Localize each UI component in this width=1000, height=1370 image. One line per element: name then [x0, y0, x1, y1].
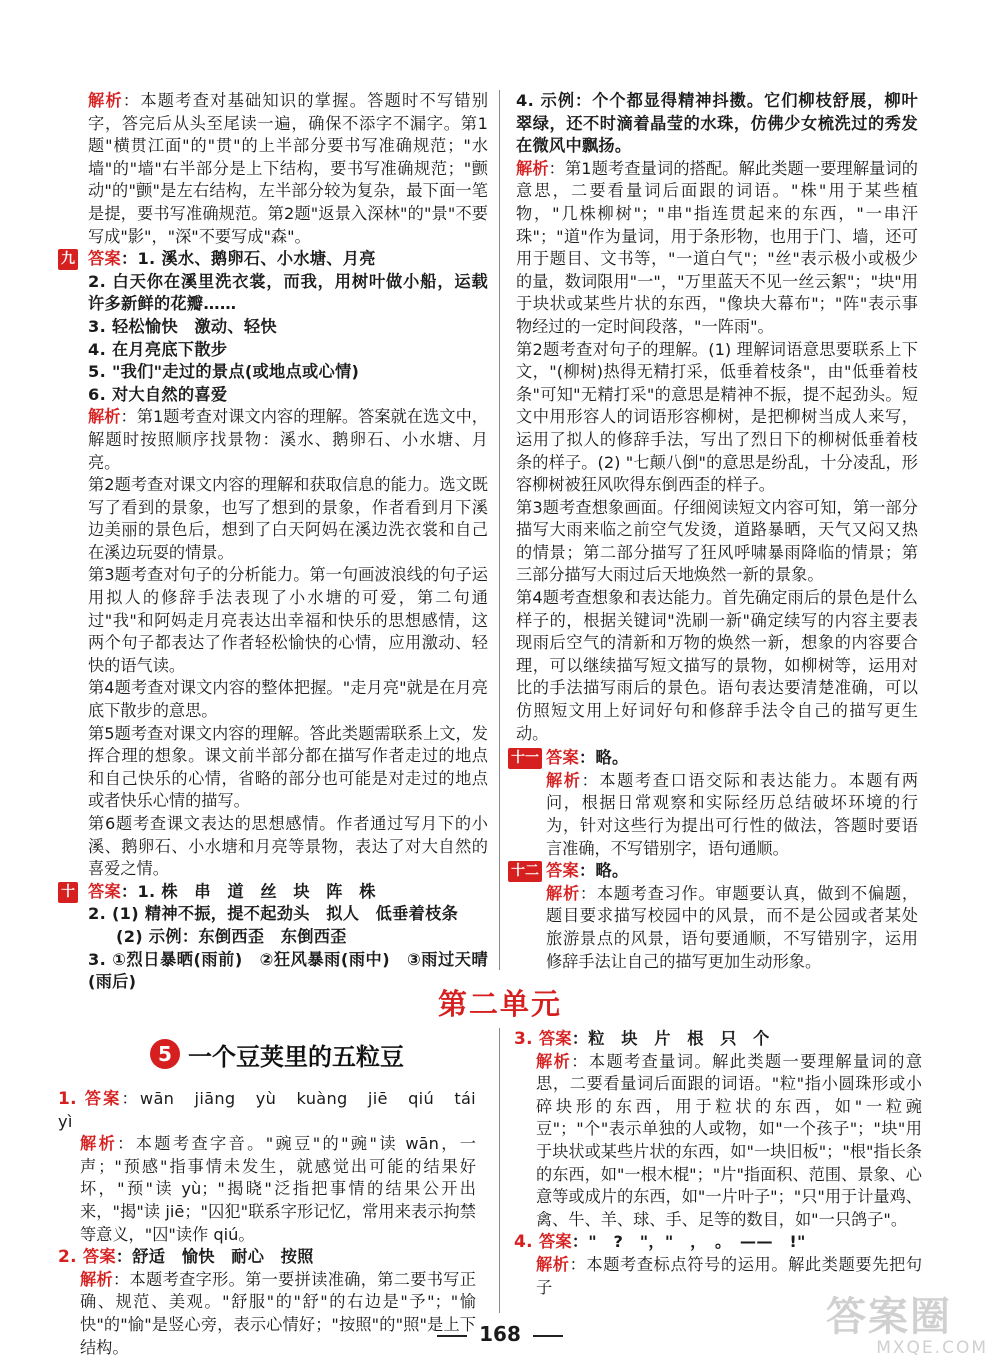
page-number-dash-left — [437, 1335, 467, 1337]
answer-text: ：舒适 愉快 耐心 按照 — [115, 1247, 314, 1267]
analysis-text: ：本题考查习作。审题要认真，做到不偏题，题目要求描写校园中的风景，而不是公园或者某处旅游景点的风景，语句要通顺，不写错别字，运用修辞手法让自己的描写更加生动形象。 — [546, 883, 919, 971]
analysis-label: 解析 — [88, 91, 123, 110]
answer-label: 答案 — [82, 1247, 116, 1267]
analysis-label: 解析 — [516, 158, 549, 178]
page-number-text: 168 — [479, 1322, 521, 1346]
watermark-line-1: 答案圈 — [826, 1294, 952, 1340]
answer-line — [58, 1246, 476, 1269]
answer-text: ：1. 株 串 道 丝 块 阵 株 — [120, 881, 376, 901]
lesson-title: 一个豆荚里的五粒豆 — [188, 1041, 404, 1071]
analysis-block — [514, 1051, 922, 1232]
right-column-top — [511, 90, 919, 973]
analysis-text: 第4题考查想象和表达能力。首先确定雨后的景色是什么样子的，根据关键词"洗刷一新"确定续写的内容主要表现雨后空气的清新和万物的焕然一新，想象的内容要合理，可以继续描写短文描写的景物，如柳树等，运用对比的手法描写雨后的景色。语句表达要清楚准确，可以仿照短文用上好词好句和修辞手法令自己的描写更生动。 — [516, 588, 918, 743]
analysis-block — [88, 406, 488, 474]
answer-text: ：" ? "，" ， 。 —— !" — [571, 1232, 806, 1252]
analysis-label: 解析 — [546, 883, 580, 903]
answer-line — [88, 248, 488, 271]
section-badge-9: 九 — [58, 249, 78, 270]
analysis-block — [516, 158, 918, 339]
answer-text: ：粒 块 片 根 只 个 — [571, 1029, 770, 1048]
answer-line: 2. (1) 精神不振，提不起劲头 拟人 低垂着枝条 — [88, 904, 459, 924]
analysis-text: 第6题考查课文表达的思想感情。作者通过写月下的小溪、鹅卵石、小水塘和月亮等景物，表达了对大自然的喜爱之情。 — [88, 814, 488, 879]
answer-line — [514, 1028, 922, 1051]
answer-line — [516, 747, 918, 770]
answer-line: (2) 示例：东倒西歪 东倒西歪 — [116, 926, 347, 946]
answer-line: 3. 轻松愉快 激动、轻快 — [88, 316, 277, 336]
analysis-text: ：本题考查标点符号的运用。解此类题要先把句子 — [536, 1254, 923, 1297]
answer-line: 5. "我们"走过的景点(或地点或心情) — [88, 362, 360, 382]
answer-line: 3. ①烈日暴晒(雨前) ②狂风暴雨(雨中) ③雨过天晴(雨后) — [88, 949, 488, 992]
analysis-text: 第4题考查对课文内容的整体把握。"走月亮"就是在月亮底下散步的意思。 — [88, 678, 488, 721]
right-column-bottom — [514, 1028, 922, 1299]
analysis-block — [58, 1133, 476, 1246]
question-number: 3. — [514, 1029, 533, 1049]
analysis-text: ：本题考查对基础知识的掌握。答题时不写错别字，答完后从头至尾读一遍，确保不添字不漏字。第1题"横贯江面"的"贯"的上半部分要书写准确规范；"水墙"的"墙"右半部分是上下结构，要书写准确规范；"颤动"的"颤"是左右结构，左半部分较为复杂，最下面一笔是提，要书写准确规范。第2题"返景入深林"的"景"不要写成"影"，"深"不要写成"森"。 — [88, 91, 489, 246]
unit-title: 第二单元 — [437, 987, 562, 1021]
analysis-label: 解析 — [80, 1269, 114, 1289]
analysis-block — [516, 883, 918, 973]
analysis-label: 解析 — [546, 770, 582, 790]
analysis-text: ：本题考查量词。解此类题一要理解量词的意思，二要看量词后面跟的词语。"粒"指小圆珠形或小碎块形的东西，用于粒状的东西，如"一粒豌豆"；"个"表示单独的人或物，如"一个孩子"；"块"用于块状或某些片状的东西，如"一块旧板"；"根"指长条的东西，如"一根木棍"；"片"指面积、范围、景象、心意等或成片的东西，如"一片叶子"；"只"用于计量鸡、禽、牛、羊、球、手、足等的数目，如"一只鸽子"。 — [536, 1051, 923, 1229]
analysis-text: ：第1题考查量词的搭配。解此类题一要理解量词的意思，二要看量词后面跟的词语。"株"用于某些植物，"几株柳树"；"串"指连贯起来的东西，"一串汗珠"；"道"作为量词，用于条形物，也用于门、墙，还可用于题目、文书等，"一道白气"；"丝"表示极小或极少的量，数词限用"一"，"万里蓝天不见一丝云絮"；"块"用于块状或某些片状的东西，"像块大幕布"；"阵"表示事物经过的一定时间段落，"一阵雨"。 — [516, 158, 918, 336]
left-column-top — [61, 90, 489, 994]
analysis-text: 第3题考查想象画面。仔细阅读短文内容可知，第一部分描写大雨来临之前空气发烫，道路暴晒，天气又闷又热的情景；第二部分描写了狂风呼啸暴雨降临的情景；第三部分描写大雨过后天地焕然一新的景象。 — [516, 497, 918, 585]
answer-line — [516, 860, 918, 883]
analysis-text: 第2题考查对课文内容的理解和获取信息的能力。选文既写了看到的景象，也写了想到的景象，作者看到月下溪边美丽的景色后，想到了白天阿妈在溪边洗衣裳和自己在溪边玩耍的情景。 — [88, 475, 488, 562]
question-number: 4. — [514, 1232, 533, 1253]
answer-line: 4. 示例：个个都显得精神抖擞。它们柳枝舒展，柳叶翠绿，还不时滴着晶莹的水珠，仿佛少女梳洗过的秀发在微风中飘扬。 — [516, 91, 918, 156]
section-badge-12: 十二 — [508, 861, 542, 882]
analysis-label: 解析 — [88, 407, 121, 427]
answer-text: ：wān jiāng yù kuàng jiē qiú tái yì — [58, 1089, 493, 1131]
section-badge-10: 十 — [58, 882, 78, 903]
analysis-block — [514, 1254, 922, 1299]
answer-label: 答案 — [88, 881, 121, 901]
answer-section-9 — [61, 248, 488, 881]
answer-line — [514, 1231, 922, 1254]
answer-label: 答案 — [546, 748, 579, 768]
answer-text: ：略。 — [578, 861, 629, 881]
answer-section-10 — [61, 881, 488, 994]
answer-line — [58, 1088, 493, 1133]
question-number: 2. — [58, 1247, 77, 1268]
answer-text: ：略。 — [578, 748, 629, 768]
answer-section-11 — [511, 747, 919, 860]
analysis-text: ：本题考查字形。第一要拼读准确，第二要书写正确、规范、美观。"舒服"的"舒"的右边是"予"；"愉快"的"愉"是竖心旁，表示心情好；"按照"的"照"是上下结构。 — [80, 1269, 477, 1357]
answer-line: 2. 白天你在溪里洗衣裳，而我，用树叶做小船，运载许多新鲜的花瓣…… — [88, 271, 488, 314]
left-column-bottom — [58, 1088, 493, 1359]
analysis-text: 第5题考查对课文内容的理解。答此类题需联系上文，发挥合理的想象。课文前半部分都在描写作者走过的地点和自己快乐的心情，省略的部分也可能是对走过的地点或者快乐心情的描写。 — [88, 723, 488, 811]
analysis-text: ：本题考查字音。"豌豆"的"豌"读 wān，一声；"预感"指事情未发生，就感觉出可能的结果好坏，"预"读 yù；"揭晓"泛指把事情的结果公开出来，"揭"读 jiē；"囚犯"联系字形记忆，常用来表示拘禁等意义，"囚"读作 qiú。 — [80, 1134, 476, 1244]
question-number: 1. — [58, 1089, 77, 1109]
watermark-logo — [826, 1296, 994, 1364]
answer-label: 答案 — [538, 1029, 572, 1048]
column-divider-top — [499, 90, 500, 970]
analysis-label: 解析 — [80, 1134, 118, 1154]
answer-label: 答案 — [88, 249, 121, 269]
answer-line: 6. 对大自然的喜爱 — [88, 384, 228, 404]
analysis-label: 解析 — [536, 1051, 572, 1071]
answer-label: 答案 — [546, 861, 579, 881]
watermark-line-2: MXQE.COM — [876, 1338, 988, 1358]
column-divider-bottom — [499, 1028, 500, 1313]
page-number-dash-right — [533, 1335, 563, 1337]
analysis-text: 第2题考查对句子的理解。(1) 理解词语意思要联系上下文，"(柳树)热得无精打采，低垂着枝条"，由"低垂着枝条"可知"无精打采"的意思是精神不振，提不起劲头。短文中用形容人的词语形容柳树，是把柳树当成人来写，运用了拟人的修辞手法，写出了烈日下的柳树低垂着枝条的样子。(2) "七颠八倒"的意思是纷乱，十分凌乱，形容柳树被狂风吹得东倒西歪的样子。 — [516, 339, 918, 495]
answer-section-12 — [511, 860, 919, 973]
answer-label: 答案 — [84, 1089, 122, 1108]
analysis-block — [88, 90, 488, 248]
analysis-text: ：本题考查口语交际和表达能力。本题有两问，根据日常观察和实际经历总结破坏环境的行为，针对这些行为提出可行性的做法，答题时要语言准确，不写错别字，语句通顺。 — [546, 770, 919, 858]
answer-label: 答案 — [538, 1232, 572, 1252]
answer-line: 4. 在月亮底下散步 — [88, 339, 228, 359]
analysis-label: 解析 — [536, 1254, 570, 1274]
answer-text: ：1. 溪水、鹅卵石、小水塘、月亮 — [120, 249, 376, 269]
answer-line — [88, 881, 488, 904]
analysis-text: 第3题考查对句子的分析能力。第一句画波浪线的句子运用拟人的修辞手法表现了小水塘的可爱，第二句通过"我"和阿妈走月亮表达出幸福和快乐的思想感情，这两个句子都表达了作者轻松愉快的心情，应用激动、轻快的语气读。 — [88, 565, 488, 675]
section-badge-11: 十一 — [508, 748, 542, 769]
lesson-number-badge: 5 — [150, 1039, 180, 1069]
analysis-text: ：第1题考查对课文内容的理解。答案就在选文中，解题时按照顺序找景物：溪水、鹅卵石、小水塘、月亮。 — [88, 407, 488, 472]
analysis-block — [516, 770, 918, 860]
lesson-heading — [150, 1036, 404, 1072]
